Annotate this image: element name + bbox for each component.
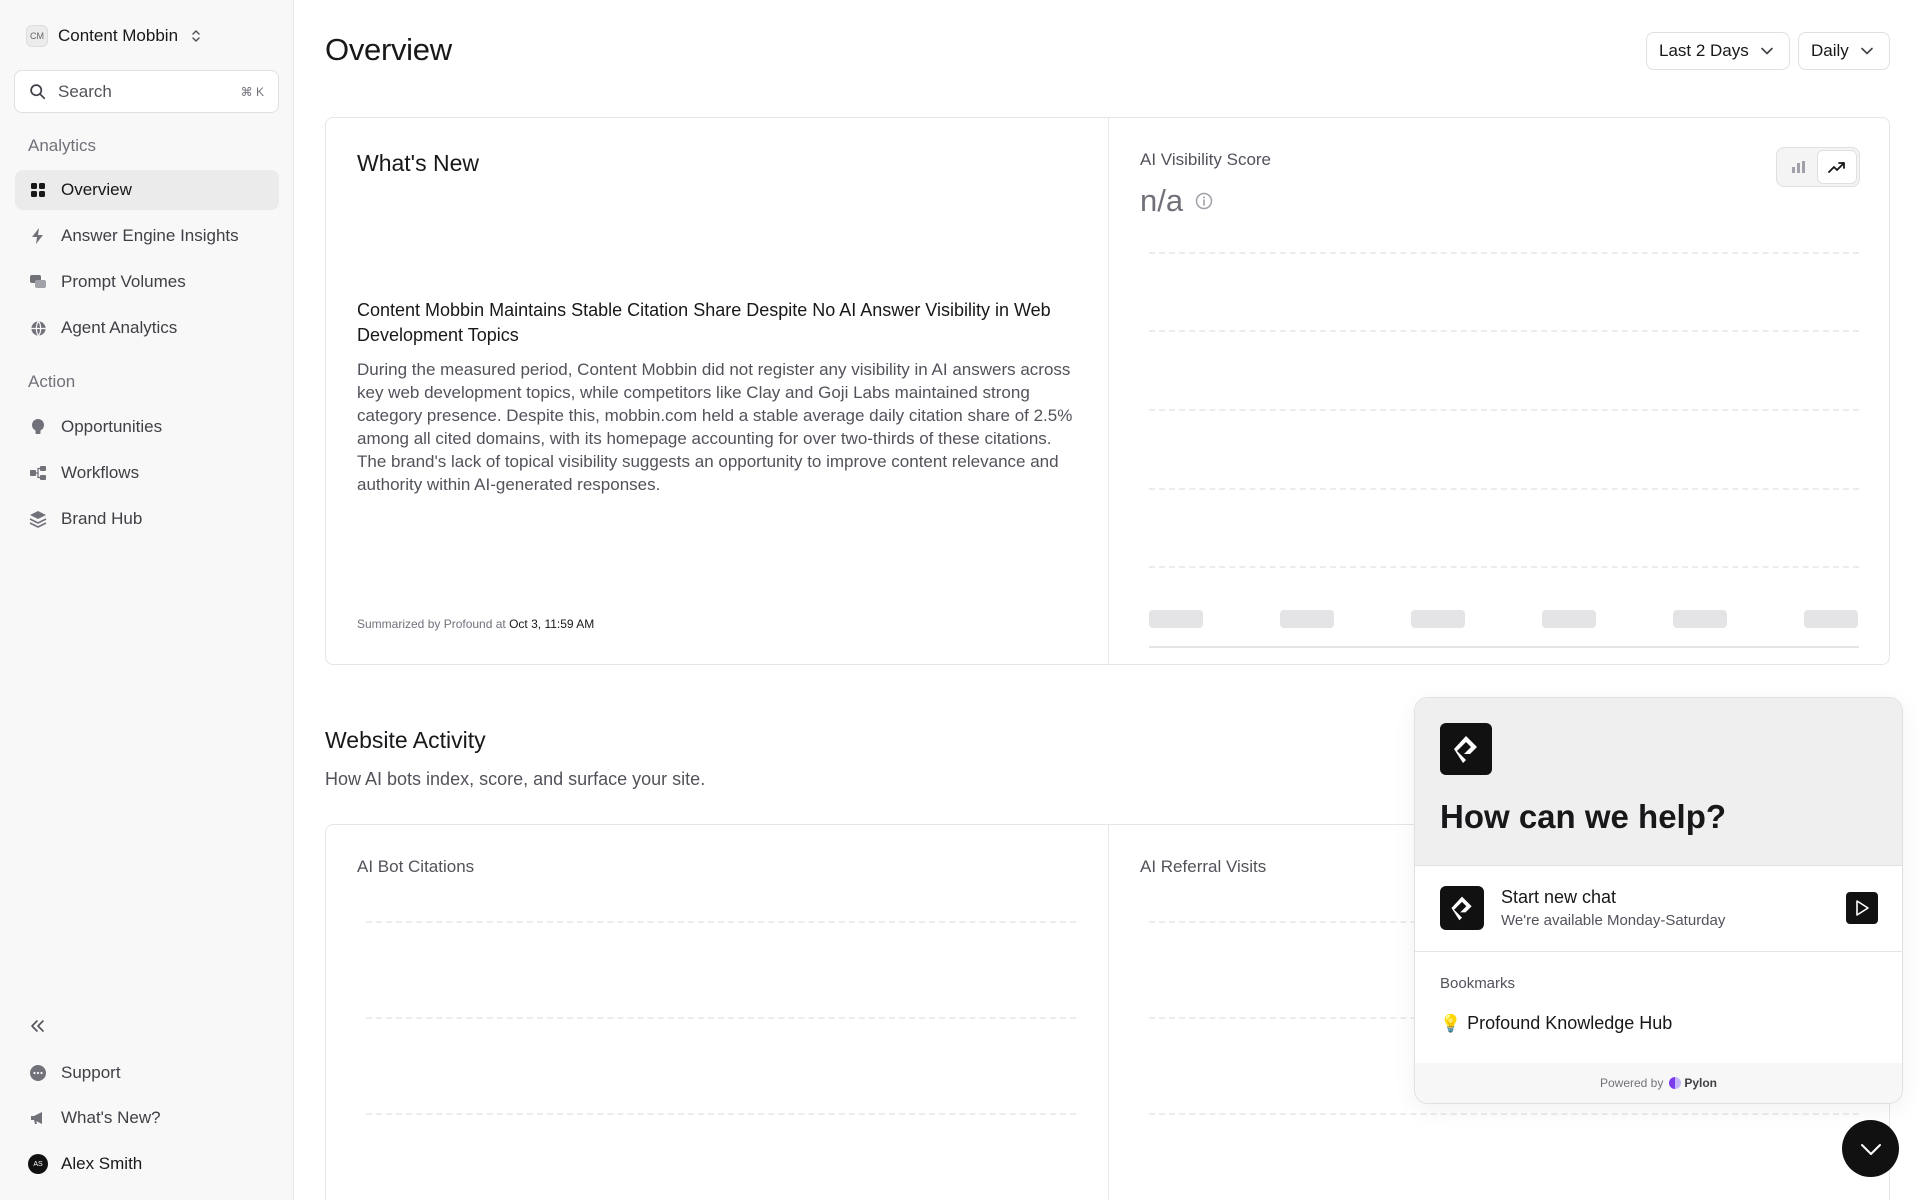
summary-timestamp: Oct 3, 11:59 AM [509, 617, 595, 631]
x-axis-skeleton [1411, 610, 1465, 628]
bar-chart-button[interactable] [1779, 150, 1817, 184]
brand-logo-icon [1440, 723, 1492, 775]
brand-logo-icon [1440, 886, 1484, 930]
sidebar-item-whats-new[interactable] [15, 1098, 279, 1138]
sidebar [0, 0, 294, 1200]
visibility-panel [1109, 118, 1890, 664]
card-divider [1108, 825, 1109, 1200]
x-axis-skeleton [1804, 610, 1858, 628]
date-range-value: Last 2 Days [1659, 41, 1749, 60]
chevron-down-icon [1761, 47, 1773, 55]
chat-bubbles-icon [28, 272, 48, 292]
citations-gridlines [366, 921, 1076, 1200]
website-activity-subtitle: How AI bots index, score, and surface your site. [325, 769, 706, 789]
whats-new-headline: Content Mobbin Maintains Stable Citation Share Despite No AI Answer Visibility in Web Development Topics [357, 300, 1051, 345]
sidebar-item-brand-hub[interactable] [15, 499, 279, 539]
sidebar-item-label: Answer Engine Insights [61, 226, 239, 245]
x-axis-skeleton [1673, 610, 1727, 628]
sidebar-item-support[interactable] [15, 1053, 279, 1093]
bookmark-link[interactable] [1440, 1013, 1672, 1034]
section-label-action: Action [28, 372, 76, 391]
x-axis-skeleton [1280, 610, 1334, 628]
overview-card [325, 117, 1890, 665]
pylon-logo-icon [1669, 1077, 1681, 1089]
bookmarks-label: Bookmarks [1440, 975, 1516, 992]
sidebar-item-label: Brand Hub [61, 509, 143, 528]
powered-by-footer [1415, 1063, 1902, 1103]
chat-header [1415, 698, 1902, 866]
date-range-select[interactable] [1646, 32, 1790, 70]
workspace-name: Content Mobbin [58, 26, 179, 45]
sidebar-item-label: Opportunities [61, 417, 163, 436]
visibility-value: n/a [1140, 183, 1184, 218]
user-name: Alex Smith [61, 1154, 143, 1173]
search-shortcut: ⌘ K [240, 84, 264, 99]
sidebar-item-label: Support [61, 1063, 121, 1082]
availability-text: We're available Monday-Saturday [1501, 912, 1726, 929]
workflow-icon [28, 463, 48, 483]
sidebar-item-agent-analytics[interactable] [15, 308, 279, 348]
start-chat-title: Start new chat [1501, 887, 1617, 907]
grid-icon [28, 180, 48, 200]
workspace-switcher[interactable] [26, 24, 202, 48]
pylon-brand[interactable]: Pylon [1669, 1076, 1717, 1090]
visibility-label: AI Visibility Score [1140, 150, 1272, 169]
bar-chart-icon [1790, 159, 1806, 175]
close-chat-button[interactable] [1842, 1120, 1899, 1177]
bolt-icon [28, 226, 48, 246]
x-axis-skeleton [1542, 610, 1596, 628]
send-icon[interactable] [1846, 892, 1878, 924]
support-icon [28, 1063, 48, 1083]
avatar: AS [28, 1154, 48, 1174]
x-axis-skeleton [1149, 610, 1203, 628]
search-input[interactable] [14, 70, 279, 113]
search-placeholder: Search [58, 81, 112, 101]
lightbulb-icon: 💡 [1440, 1013, 1462, 1033]
chevron-down-icon [1861, 47, 1873, 55]
chart-type-toggle[interactable] [1776, 147, 1860, 187]
sidebar-item-label: Agent Analytics [61, 318, 178, 337]
sidebar-item-overview[interactable] [15, 170, 279, 210]
lightbulb-icon [28, 417, 48, 437]
whats-new-title: What's New [357, 150, 479, 176]
visibility-value-row [1140, 183, 1213, 219]
sidebar-item-label: Workflows [61, 463, 140, 482]
sidebar-item-answer-engine-insights[interactable] [15, 216, 279, 256]
layers-icon [28, 509, 48, 529]
chart-gridlines [1149, 252, 1859, 592]
summary-prefix: Summarized by Profound at [357, 617, 506, 631]
website-activity-title: Website Activity [325, 727, 486, 753]
ai-referral-visits-label: AI Referral Visits [1140, 857, 1267, 876]
ai-bot-citations-label: AI Bot Citations [357, 857, 475, 876]
chat-heading: How can we help? [1440, 798, 1727, 835]
trend-up-icon [1828, 160, 1846, 174]
sidebar-item-label: Prompt Volumes [61, 272, 186, 291]
bookmark-label: Profound Knowledge Hub [1467, 1013, 1673, 1033]
section-label-analytics: Analytics [28, 136, 97, 155]
globe-icon [28, 318, 48, 338]
megaphone-icon [28, 1108, 48, 1128]
start-new-chat-row[interactable] [1415, 866, 1902, 952]
user-profile[interactable] [15, 1144, 279, 1184]
whats-new-body: During the measured period, Content Mobbin did not register any visibility in AI answers across key web development topics, while competitors like Clay and Goji Labs maintained strong category presence. Despite this, mobbin.com held a stable average daily citation share of 2.5% among all cited domains, with its homepage accounting for over two-thirds of these citations. The brand's lack of topical visibility suggests an opportunity to improve content relevance and authority within AI-generated responses. [357, 360, 1073, 494]
interval-value: Daily [1811, 41, 1849, 60]
summary-footer [357, 617, 594, 631]
chevron-down-icon [1860, 1142, 1882, 1156]
sidebar-item-opportunities[interactable] [15, 407, 279, 447]
interval-select[interactable] [1798, 32, 1890, 70]
sidebar-item-workflows[interactable] [15, 453, 279, 493]
collapse-sidebar-icon[interactable] [28, 1017, 46, 1035]
powered-by-text: Powered by [1599, 1076, 1664, 1090]
sidebar-item-prompt-volumes[interactable] [15, 262, 279, 302]
workspace-logo: CM [26, 25, 48, 47]
line-chart-button[interactable] [1817, 150, 1857, 184]
chevron-up-down-icon [190, 28, 202, 44]
search-icon [29, 83, 46, 100]
info-icon[interactable] [1195, 192, 1213, 210]
sidebar-item-label: What's New? [61, 1108, 161, 1127]
sidebar-item-label: Overview [61, 180, 132, 199]
page-title: Overview [325, 32, 452, 67]
support-chat-widget [1414, 697, 1903, 1104]
